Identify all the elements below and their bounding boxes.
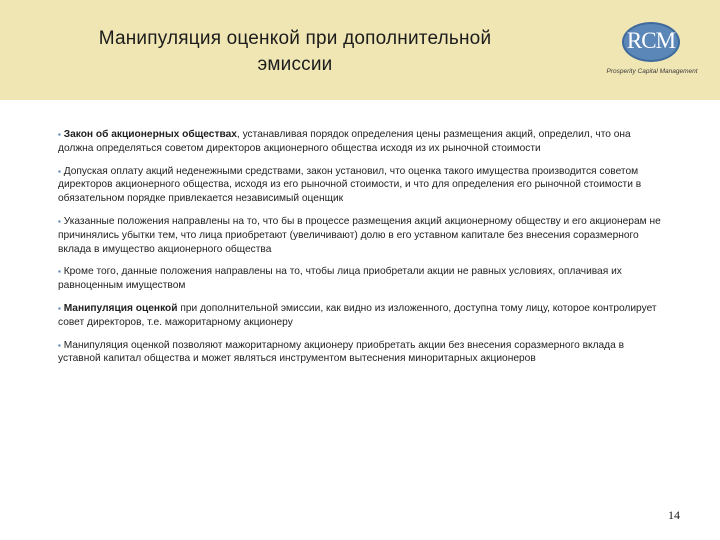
bullet-paragraph [58, 265, 668, 293]
bullet-icon: ▪ [58, 130, 61, 139]
slide-header [0, 0, 720, 100]
paragraph-bold: Манипуляция оценкой [63, 302, 178, 314]
page-number: 14 [668, 508, 680, 522]
title-line-2: эмиссии [257, 54, 333, 75]
bullet-paragraph [58, 165, 668, 206]
paragraph-text: , устанавливая порядок определения цены размещения акций, определил, что она должна определяться советом директоров акционерного общества исходя из их рыночной стоимости [58, 129, 631, 154]
slide-title [60, 26, 530, 78]
paragraph-text: при дополнительной эмиссии, как видно из изложенного, доступна тому лицу, которое контролирует совет директоров, т.е. мажоритарному акционеру [58, 302, 657, 328]
logo-letters: RCM [626, 28, 676, 53]
bullet-icon: ▪ [58, 166, 61, 176]
bullet-paragraph [58, 128, 668, 156]
title-line-1: Манипуляция оценкой при дополнительной [98, 28, 492, 49]
bullet-icon: ▪ [58, 303, 61, 313]
bullet-icon: ▪ [58, 216, 61, 226]
paragraph-text: Указанные положения направлены на то, что бы в процессе размещения акций акционерному обществу и его акционерам не причинялись убытки тем, что лица приобретают (увеличивают) долю в его уставном капитале без внесения соразмерного вклада в имущество акционерного общества [58, 215, 661, 255]
paragraph-bold: Закон об акционерных обществах [63, 129, 237, 140]
bullet-paragraph [58, 339, 668, 367]
slide-body [58, 128, 668, 375]
paragraph-text: Допуская оплату акций неденежными средствами, закон установил, что оценка такого имущества производится советом директоров акционерного общества, исходя из его рыночной стоимости, и что для определения его рыночной стоимости в обязательном порядке привлекается независимый оценщик [58, 165, 642, 205]
company-logo [596, 18, 708, 86]
logo-caption: Prosperity Capital Management [606, 68, 698, 75]
paragraph-text: Кроме того, данные положения направлены на то, чтобы лица приобретали акции не равных условиях, оплачивая их равноценным имуществом [58, 266, 622, 292]
paragraph-text: Манипуляция оценкой позволяют мажоритарному акционеру приобретать акции без внесения соразмерного вклада в уставной капитал общества и может являться инструментом вытеснения миноритарных акционеров [58, 339, 625, 365]
bullet-paragraph [58, 302, 668, 330]
bullet-paragraph [58, 215, 668, 256]
bullet-icon: ▪ [58, 267, 61, 277]
bullet-icon: ▪ [58, 340, 61, 350]
